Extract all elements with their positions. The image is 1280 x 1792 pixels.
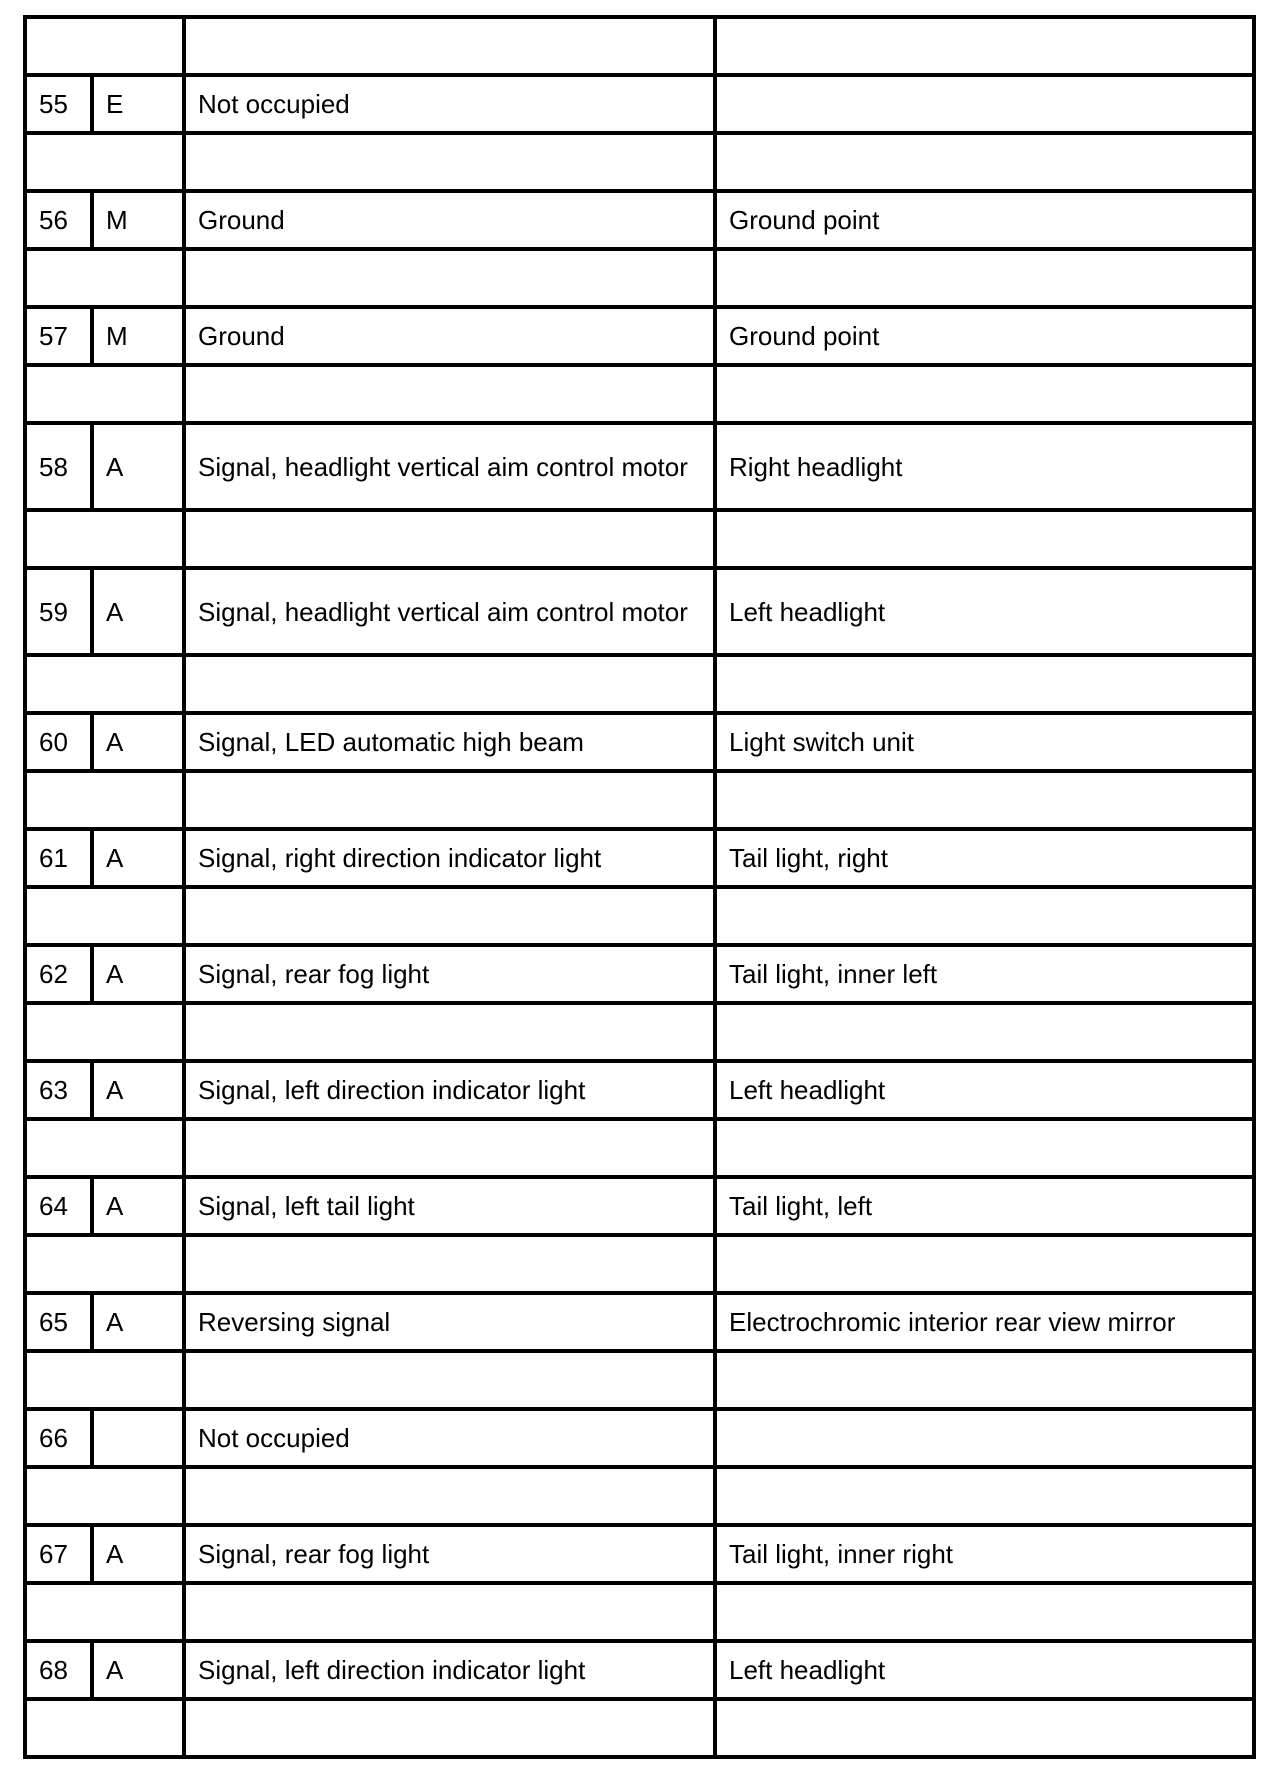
header-cell-component <box>715 17 1254 75</box>
signal-type: A <box>92 1177 184 1235</box>
table-row <box>25 568 1254 655</box>
spacer-row <box>25 249 1254 307</box>
table-row <box>25 191 1254 249</box>
pin-function: Signal, rear fog light <box>184 1525 715 1583</box>
pin-function: Reversing signal <box>184 1293 715 1351</box>
pin-component: Right headlight <box>715 423 1254 510</box>
signal-type: A <box>92 829 184 887</box>
header-cell-pin <box>25 17 184 75</box>
pin-function: Signal, headlight vertical aim control motor <box>184 568 715 655</box>
spacer-row <box>25 1351 1254 1409</box>
pin-function: Signal, left direction indicator light <box>184 1061 715 1119</box>
signal-type: A <box>92 1061 184 1119</box>
pin-number: 68 <box>25 1641 92 1699</box>
pin-function: Signal, rear fog light <box>184 945 715 1003</box>
table-row <box>25 75 1254 133</box>
pin-number: 62 <box>25 945 92 1003</box>
pin-component <box>715 1409 1254 1467</box>
table-row <box>25 1525 1254 1583</box>
table-row <box>25 423 1254 510</box>
spacer-row <box>25 1699 1254 1757</box>
pin-component: Light switch unit <box>715 713 1254 771</box>
pin-assignment-sheet <box>23 15 1252 1782</box>
pin-component: Tail light, inner right <box>715 1525 1254 1583</box>
pin-number: 59 <box>25 568 92 655</box>
table-row <box>25 1061 1254 1119</box>
spacer-row <box>25 887 1254 945</box>
signal-type: E <box>92 75 184 133</box>
spacer-row <box>25 510 1254 568</box>
signal-type <box>92 1409 184 1467</box>
pin-function: Signal, left direction indicator light <box>184 1641 715 1699</box>
pin-component: Tail light, inner left <box>715 945 1254 1003</box>
spacer-row <box>25 1583 1254 1641</box>
spacer-row <box>25 1235 1254 1293</box>
pin-component: Ground point <box>715 307 1254 365</box>
spacer-row <box>25 133 1254 191</box>
pin-component <box>715 75 1254 133</box>
pin-number: 66 <box>25 1409 92 1467</box>
signal-type: M <box>92 307 184 365</box>
pin-number: 64 <box>25 1177 92 1235</box>
pin-assignment-table <box>23 15 1256 1759</box>
spacer-row <box>25 365 1254 423</box>
table-row <box>25 713 1254 771</box>
table-row <box>25 1409 1254 1467</box>
pin-function: Not occupied <box>184 1409 715 1467</box>
pin-component: Electrochromic interior rear view mirror <box>715 1293 1254 1351</box>
pin-number: 56 <box>25 191 92 249</box>
table-row <box>25 945 1254 1003</box>
pin-component: Left headlight <box>715 568 1254 655</box>
table-header-row <box>25 17 1254 75</box>
pin-function: Signal, right direction indicator light <box>184 829 715 887</box>
table-row <box>25 1641 1254 1699</box>
table-row <box>25 1293 1254 1351</box>
pin-function: Ground <box>184 307 715 365</box>
pin-number: 67 <box>25 1525 92 1583</box>
header-cell-function <box>184 17 715 75</box>
pin-function: Ground <box>184 191 715 249</box>
signal-type: A <box>92 1293 184 1351</box>
pin-number: 61 <box>25 829 92 887</box>
signal-type: A <box>92 713 184 771</box>
pin-component: Tail light, left <box>715 1177 1254 1235</box>
pin-number: 55 <box>25 75 92 133</box>
table-row <box>25 307 1254 365</box>
spacer-row <box>25 655 1254 713</box>
signal-type: A <box>92 423 184 510</box>
pin-function: Not occupied <box>184 75 715 133</box>
pin-number: 63 <box>25 1061 92 1119</box>
pin-component: Tail light, right <box>715 829 1254 887</box>
pin-number: 58 <box>25 423 92 510</box>
pin-component: Left headlight <box>715 1641 1254 1699</box>
signal-type: A <box>92 1525 184 1583</box>
signal-type: A <box>92 1641 184 1699</box>
spacer-row <box>25 771 1254 829</box>
pin-number: 60 <box>25 713 92 771</box>
spacer-row <box>25 1467 1254 1525</box>
pin-component: Ground point <box>715 191 1254 249</box>
pin-number: 57 <box>25 307 92 365</box>
signal-type: A <box>92 945 184 1003</box>
pin-component: Left headlight <box>715 1061 1254 1119</box>
pin-function: Signal, headlight vertical aim control motor <box>184 423 715 510</box>
spacer-row <box>25 1003 1254 1061</box>
table-row <box>25 829 1254 887</box>
pin-function: Signal, left tail light <box>184 1177 715 1235</box>
table-row <box>25 1177 1254 1235</box>
spacer-row <box>25 1119 1254 1177</box>
signal-type: A <box>92 568 184 655</box>
pin-number: 65 <box>25 1293 92 1351</box>
signal-type: M <box>92 191 184 249</box>
pin-function: Signal, LED automatic high beam <box>184 713 715 771</box>
